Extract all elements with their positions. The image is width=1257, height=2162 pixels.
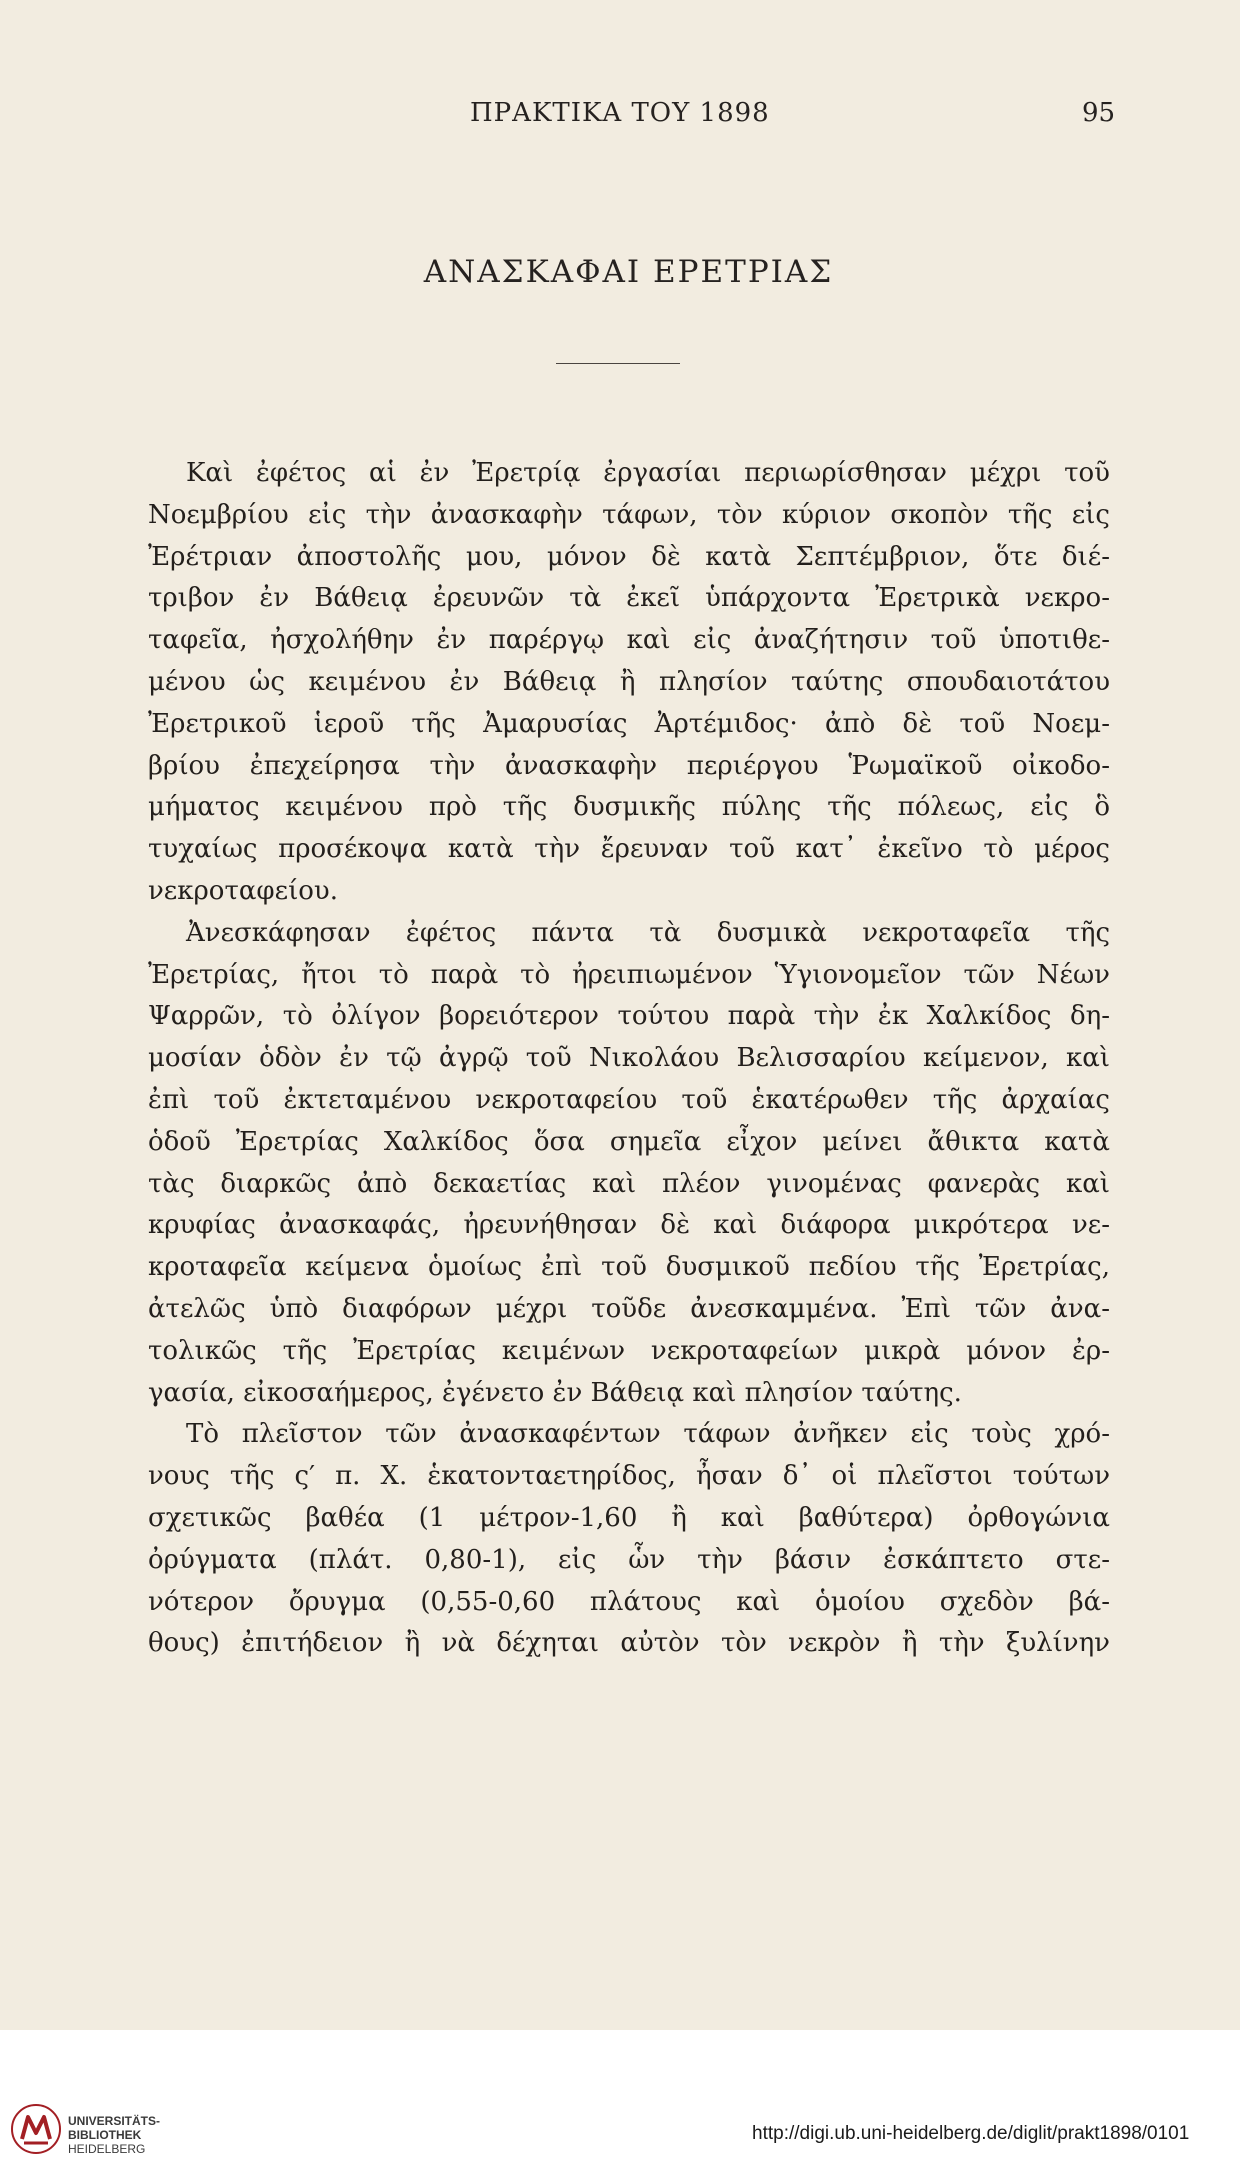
running-title: ΠΡΑΚΤΙΚΑ ΤΟΥ 1898 [470,98,770,128]
page-header [0,98,1257,138]
text-line: νους τῆς ς′ π. Χ. ἑκατονταετηρίδος, ἦσαν δ᾽ οἱ πλεῖστοι τούτων [148,1461,1110,1492]
library-name-line: HEIDELBERG [68,2142,146,2156]
text-line: βρίου ἐπεχείρησα τὴν ἀνασκαφὴν περιέργου Ῥωμαϊκοῦ οἰκοδο- [148,750,1110,781]
library-name [68,2114,160,2156]
text-line: θους) ἐπιτήδειον ἢ νὰ δέχηται αὐτὸν τὸν νεκρὸν ἢ τὴν ξυλίνην [148,1628,1110,1659]
text-line: ταφεῖα, ἠσχολήθην ἐν παρέργῳ καὶ εἰς ἀναζήτησιν τοῦ ὑποτιθε- [148,625,1110,656]
text-line: γασία, εἰκοσαήμερος, ἐγένετο ἐν Βάθειᾳ καὶ πλησίον ταύτης. [148,1377,962,1408]
text-line: Ἐρέτριαν ἀποστολῆς μου, μόνον δὲ κατὰ Σεπτέμβριον, ὅτε διέ- [148,541,1110,572]
text-line: Ἀνεσκάφησαν ἐφέτος πάντα τὰ δυσμικὰ νεκροταφεῖα τῆς [186,917,1110,948]
footer-bar [0,2030,1257,2162]
library-name-line: BIBLIOTHEK [68,2128,142,2142]
text-line: μήματος κειμένου πρὸ τῆς δυσμικῆς πύλης τῆς πόλεως, εἰς ὃ [148,792,1110,823]
text-line: τριβον ἐν Βάθειᾳ ἐρευνῶν τὰ ἐκεῖ ὑπάρχοντα Ἐρετρικὰ νεκρο- [148,583,1110,614]
page-number: 95 [1082,98,1116,128]
section-title: ΑΝΑΣΚΑΦΑΙ ΕΡΕΤΡΙΑΣ [423,254,834,290]
text-line: μοσίαν ὁδὸν ἐν τῷ ἀγρῷ τοῦ Νικολάου Βελισσαρίου κείμενον, καὶ [148,1043,1110,1074]
text-line: νεκροταφείου. [148,875,338,906]
text-line: Τὸ πλεῖστον τῶν ἀνασκαφέντων τάφων ἀνῆκεν εἰς τοὺς χρό- [186,1419,1110,1450]
library-name-line: UNIVERSITÄTS- [68,2114,161,2128]
text-line: νότερον ὄρυγμα (0,55-0,60 πλάτους καὶ ὁμοίου σχεδὸν βά- [148,1586,1110,1617]
text-line: κροταφεῖα κείμενα ὁμοίως ἐπὶ τοῦ δυσμικοῦ πεδίου τῆς Ἐρετρίας, [148,1252,1110,1283]
source-url[interactable]: http://digi.ub.uni-heidelberg.de/diglit/prakt1898/0101 [752,2123,1190,2144]
title-divider [556,363,680,364]
text-line: Ψαρρῶν, τὸ ὀλίγον βορειότερον τούτου παρὰ τὴν ἐκ Χαλκίδος δη- [148,1001,1110,1032]
university-seal-icon [10,2103,62,2155]
text-line: τολικῶς τῆς Ἐρετρίας κειμένων νεκροταφείων μικρὰ μόνον ἐρ- [148,1335,1110,1366]
text-line: κρυφίας ἀνασκαφάς, ἠρευνήθησαν δὲ καὶ διάφορα μικρότερα νε- [148,1210,1110,1241]
text-line: ἐπὶ τοῦ ἐκτεταμένου νεκροταφείου τοῦ ἑκατέρωθεν τῆς ἀρχαίας [148,1084,1110,1115]
text-line: σχετικῶς βαθέα (1 μέτρον-1,60 ἢ καὶ βαθύτερα) ὀρθογώνια [148,1502,1110,1533]
text-line: τυχαίως προσέκοψα κατὰ τὴν ἔρευναν τοῦ κατ᾽ ἐκεῖνο τὸ μέρος [148,834,1110,865]
text-line: ὀρύγματα (πλάτ. 0,80-1), εἰς ὧν τὴν βάσιν ἐσκάπτετο στε- [148,1544,1110,1575]
text-line: Καὶ ἐφέτος αἱ ἐν Ἐρετρίᾳ ἐργασίαι περιωρίσθησαν μέχρι τοῦ [186,458,1110,488]
text-line: Ἐρετρίας, ἤτοι τὸ παρὰ τὸ ἠρειπιωμένον Ὑγιονομεῖον τῶν Νέων [148,959,1110,990]
text-line: μένου ὡς κειμένου ἐν Βάθειᾳ ἢ πλησίον ταύτης σπουδαιοτάτου [148,666,1110,697]
text-line: Νοεμβρίου εἰς τὴν ἀνασκαφὴν τάφων, τὸν κύριον σκοπὸν τῆς εἰς [148,499,1110,530]
text-line: ἀτελῶς ὑπὸ διαφόρων μέχρι τοῦδε ἀνεσκαμμένα. Ἐπὶ τῶν ἀνα- [148,1293,1110,1324]
body-text [148,453,1110,1665]
text-line: Ἐρετρικοῦ ἱεροῦ τῆς Ἀμαρυσίας Ἀρτέμιδος· ἀπὸ δὲ τοῦ Νοεμ- [148,708,1110,739]
text-line: τὰς διαρκῶς ἀπὸ δεκαετίας καὶ πλέον γινομένας φανερὰς καὶ [148,1168,1110,1199]
text-line: ὁδοῦ Ἐρετρίας Χαλκίδος ὅσα σημεῖα εἶχον μείνει ἄθικτα κατὰ [148,1126,1110,1157]
